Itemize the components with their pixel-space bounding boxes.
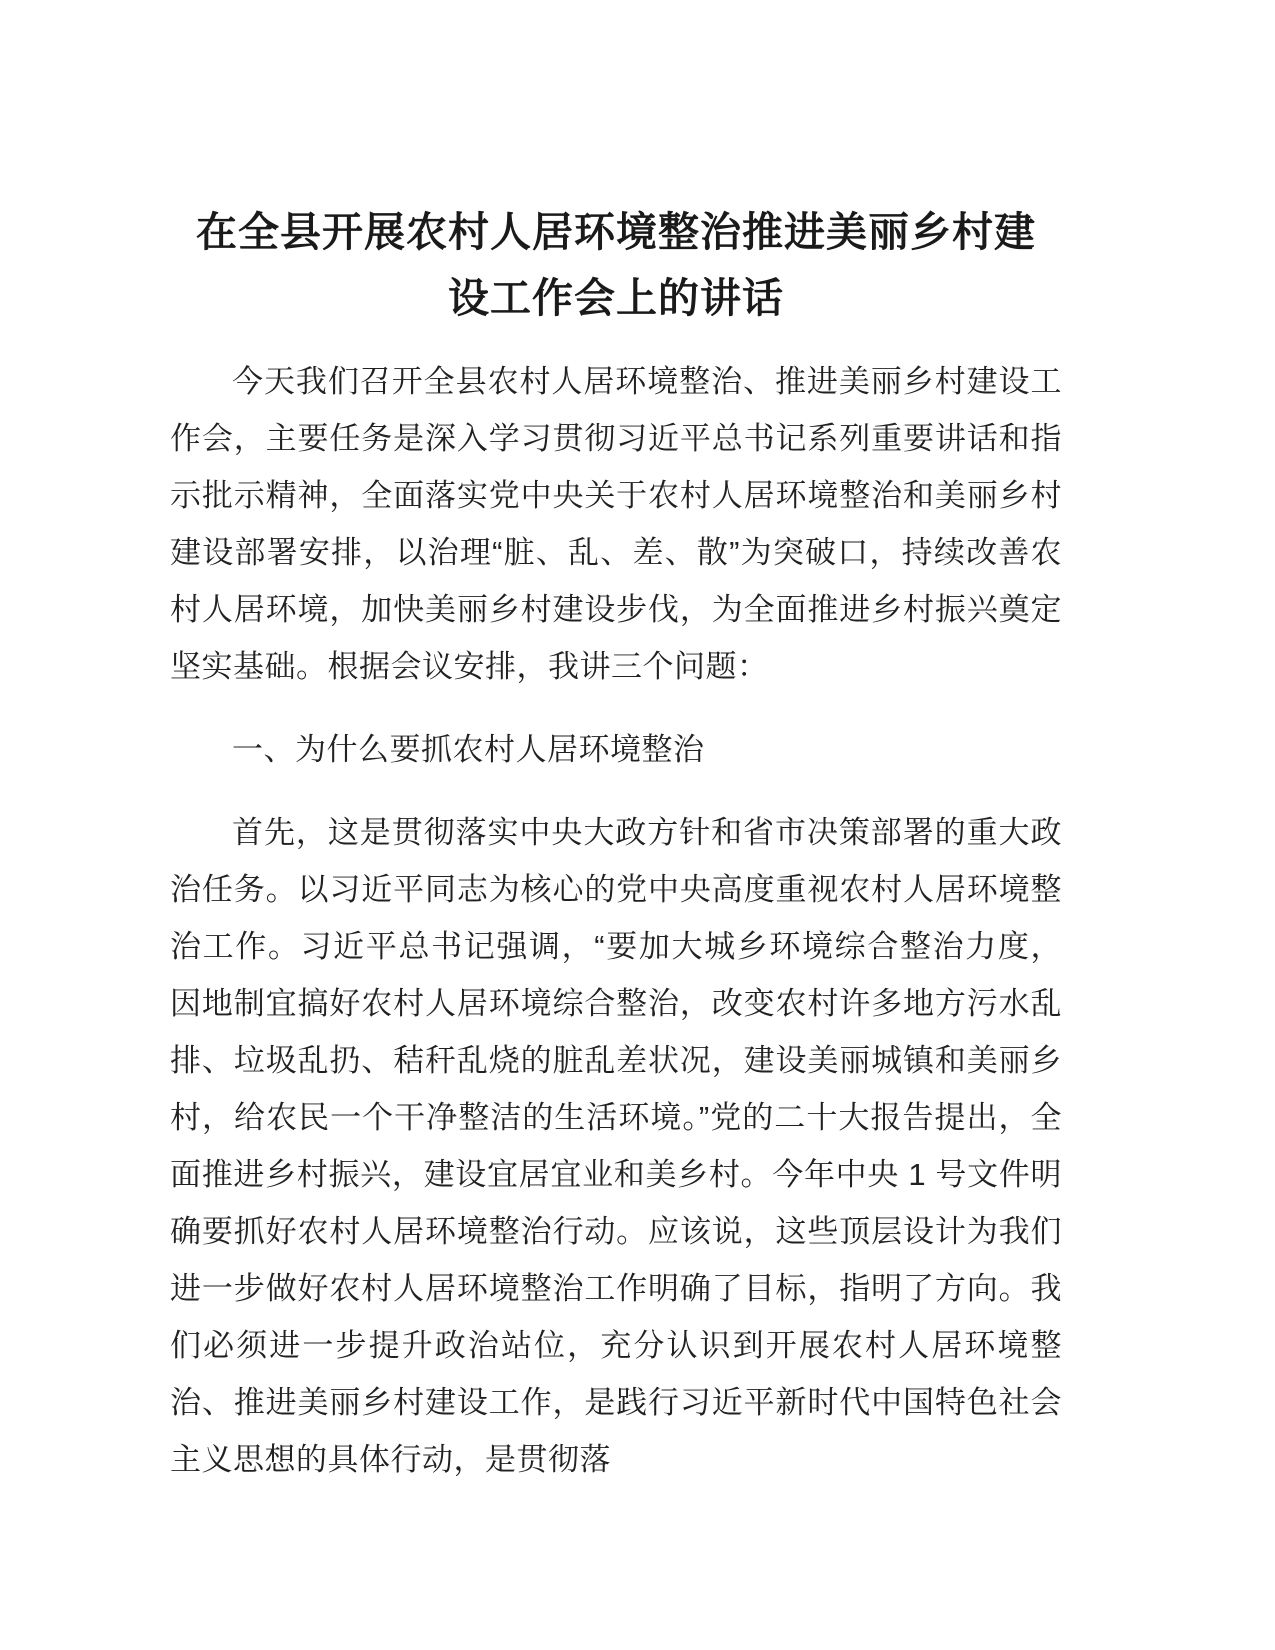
section-1-heading: 一、为什么要抓农村人居环境整治 — [232, 732, 705, 768]
intro-paragraph: 今天我们召开全县农村人居环境整治、推进美丽乡村建设工作会，主要任务是深入学习贯彻习近平总书记系列重要讲话和指示批示精神，全面落实党中央关于农村人居环境整治和美丽乡村建设部署安排，以治理“脏、乱、差、散”为突破口，持续改善农村人居环境，加快美丽乡村建设步伐，为全面推进乡村振兴奠定坚实基础。根据会议安排，我讲三个问题： — [170, 364, 1062, 685]
section-1-paragraph: 首先，这是贯彻落实中央大政方针和省市决策部署的重大政治任务。以习近平同志为核心的党中央高度重视农村人居环境整治工作。习近平总书记强调，“要加大城乡环境综合整治力度，因地制宜搞好农村人居环境综合整治，改变农村许多地方污水乱排、垃圾乱扔、秸秆乱烧的脏乱差状况，建设美丽城镇和美丽乡村，给农民一个干净整洁的生活环境。”党的二十大报告提出，全面推进乡村振兴，建设宜居宜业和美乡村。今年中央 1 号文件明确要抓好农村人居环境整治行动。应该说，这些顶层设计为我们进一步做好农村人居环境整治工作明确了目标，指明了方向。我们必须进一步提升政治站位，充分认识到开展农村人居环境整治、推进美丽乡村建设工作，是践行习近平新时代中国特色社会主义思想的具体行动，是贯彻落 — [170, 815, 1062, 1478]
document-title: 在全县开展农村人居环境整治推进美丽乡村建设工作会上的讲话 — [196, 209, 1036, 321]
document-content — [170, 200, 1062, 1488]
